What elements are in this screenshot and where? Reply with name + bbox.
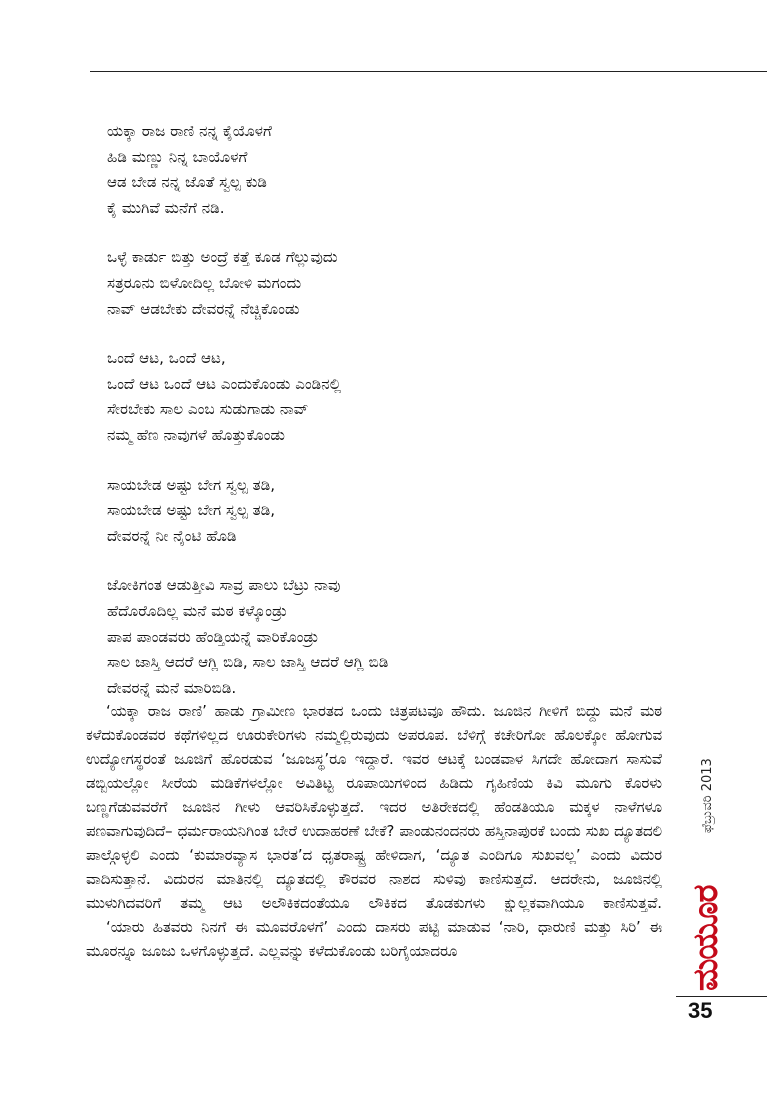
poem-line: ಹಿಡಿ ಮಣ್ಣು ನಿನ್ನ ಬಾಯೊಳಗೆ	[107, 147, 248, 166]
poem-line: ನಾವ್ ಆಡಬೇಕು ದೇವರನ್ನೆ ನೆಚ್ಚಿಕೊಂಡು	[107, 299, 300, 318]
page-number: 35	[688, 998, 713, 1023]
magazine-title: ಮಯೂರ	[686, 885, 726, 991]
folio-rule	[676, 996, 767, 997]
poem-line: ಹೆದೊರೊದಿಲ್ಲ ಮನೆ ಮಠ ಕಳ್ಕೊಂಡ್ರು	[107, 601, 288, 620]
poem-line: ದೇವರನ್ನೆ ನೀ ನೈಂಟಿ ಹೊಡಿ	[107, 526, 237, 545]
poem-line: ಕೈ ಮುಗಿವೆ ಮನೆಗೆ ನಡಿ.	[107, 198, 225, 217]
poem-line: ಸಾಯಬೇಡ ಅಷ್ಟು ಬೇಗ ಸ್ವಲ್ಪ ತಡಿ,	[107, 475, 276, 494]
poem-block	[107, 119, 627, 725]
poem-line: ಒಂದೆ ಆಟ ಒಂದೆ ಆಟ ಎಂದುಕೊಂಡು ಎಂಡಿನಲ್ಲಿ	[107, 374, 342, 393]
poem-line: ಸಾಯಬೇಡ ಅಷ್ಟು ಬೇಗ ಸ್ವಲ್ಪ ತಡಿ,	[107, 501, 276, 520]
poem-stanza	[107, 573, 627, 701]
issue-month: ಫೆಬ್ರುವರಿ	[700, 795, 715, 833]
poem-line: ನಮ್ಮ ಹೆಣ ನಾವುಗಳೆ ಹೊತ್ತುಕೊಂಡು	[107, 425, 285, 444]
poem-line: ಜೋಕಿಗಂತ ಆಡುತ್ತೀವಿ ಸಾವ್ರ ಪಾಲು ಬೆಟ್ರು ನಾವು	[107, 576, 341, 595]
poem-line: ಪಾಪ ಪಾಂಡವರು ಹೆಂಡ್ತಿಯನ್ನೆ ವಾರಿಕೊಂಡ್ರು	[107, 627, 319, 646]
article-body	[86, 700, 662, 964]
poem-stanza	[107, 346, 627, 448]
poem-line: ಸತ್ರರೂನು ಬಿಳೋದಿಲ್ಲ ಬೋಳಿ ಮಗಂದು	[107, 273, 302, 292]
poem-line: ಸೇರಬೇಕು ಸಾಲ ಎಂಬ ಸುಡುಗಾಡು ನಾವ್	[107, 400, 309, 419]
poem-line: ದೇವರನ್ನೆ ಮನೆ ಮಾರಿಬಿಡಿ.	[107, 678, 237, 697]
poem-line: ಯಕ್ಕಾ ರಾಜ ರಾಣಿ ನನ್ನ ಕೈಯೊಳಗೆ	[107, 122, 272, 140]
body-paragraph: ‘ಯಕ್ಕಾ ರಾಜ ರಾಣಿ’ ಹಾಡು ಗ್ರಾಮೀಣ ಭಾರತದ ಒಂದು ಚಿತ್ರಪಟವೂ ಹೌದು. ಜೂಜಿನ ಗೀಳಿಗೆ ಬಿದ್ದು ಮನೆ ಮಠ ಕಳೆದುಕೊಂಡವರ ಕಥೆಗಳಿಲ್ಲದ ಊರುಕೇರಿಗಳು ನಮ್ಮಲ್ಲಿರುವುದು ಅಪರೂಪ. ಬೆಳಿಗ್ಗೆ ಕಚೇರಿಗೋ ಹೊಲಕ್ಕೋ ಹೋಗುವ ಉದ್ಯೋಗಸ್ಥರಂತೆ ಜೂಜಿಗೆ ಹೊರಡುವ ‘ಜೂಜಸ್ಥ’ರೂ ಇದ್ದಾರೆ. ಇವರ ಆಟಕ್ಕೆ ಬಂಡವಾಳ ಸಿಗದೇ ಹೋದಾಗ ಸಾಸುವೆ ಡಬ್ಬಿಯಲ್ಲೋ ಸೀರೆಯ ಮಡಿಕೆಗಳಲ್ಲೋ ಅವಿತಿಟ್ಟ ರೂಪಾಯಿಗಳಿಂದ ಹಿಡಿದು ಗೃಹಿಣಿಯ ಕಿವಿ ಮೂಗು ಕೊರಳು ಬಣ್ಣಗೆಡುವವರೆಗೆ ಜೂಜಿನ ಗೀಳು ಆವರಿಸಿಕೊಳ್ಳುತ್ತದೆ. ಇದರ ಅತಿರೇಕದಲ್ಲಿ ಹೆಂಡತಿಯೂ ಮಕ್ಕಳ ನಾಳೆಗಳೂ ಪಣವಾಗುವುದಿದೆ– ಧರ್ಮರಾಯನಿಗಿಂತ ಬೇರೆ ಉದಾಹರಣೆ ಬೇಕೆ? ಪಾಂಡುನಂದನರು ಹಸ್ತಿನಾಪುರಕೆ ಬಂದು ಸುಖ ದ್ಯೂತದಲಿ ಪಾಲ್ಗೊಳ್ಳಲಿ ಎಂದು ‘ಕುಮಾರವ್ಯಾಸ ಭಾರತ’ದ ಧೃತರಾಷ್ಟ್ರ ಹೇಳಿದಾಗ, ‘ದ್ಯೂತ ಎಂದಿಗೂ ಸುಖವಲ್ಲ’ ಎಂದು ವಿದುರ ವಾದಿಸುತ್ತಾನೆ. ವಿದುರನ ಮಾತಿನಲ್ಲಿ ದ್ಯೂತದಲ್ಲಿ ಕೌರವರ ನಾಶದ ಸುಳಿವು ಕಾಣಿಸುತ್ತದೆ. ಆದರೇನು, ಜೂಜಿನಲ್ಲಿ ಮುಳುಗಿದವರಿಗೆ ತಮ್ಮ ಆಟ ಅಲೌಕಿಕದಂತೆಯೂ ಲೌಕಿಕದ ತೊಡಕುಗಳು ಕ್ಷುಲ್ಲಕವಾಗಿಯೂ ಕಾಣಿಸುತ್ತವೆ.	[86, 703, 662, 912]
poem-line: ಆಡ ಬೇಡ ನನ್ನ ಜೊತೆ ಸ್ವಲ್ಪ ಕುಡಿ	[107, 173, 267, 192]
poem-line: ಸಾಲ ಜಾಸ್ತಿ ಆದರೆ ಆಗ್ಲಿ ಬಿಡಿ, ಸಾಲ ಜಾಸ್ತಿ ಆದರೆ ಆಗ್ಲಿ ಬಿಡಿ	[107, 653, 389, 672]
poem-line: ಒಳ್ಳೆ ಕಾರ್ಡು ಬಿತ್ತು ಅಂದ್ರೆ ಕತ್ತೆ ಕೂಡ ಗೆಲ್ಲುವುದು	[107, 248, 338, 267]
poem-stanza	[107, 245, 627, 322]
poem-line: ಒಂದೆ ಆಟ, ಒಂದೆ ಆಟ,	[107, 349, 226, 368]
body-paragraph: ‘ಯಾರು ಹಿತವರು ನಿನಗೆ ಈ ಮೂವರೊಳಗೆ’ ಎಂದು ದಾಸರು ಪಟ್ಟಿ ಮಾಡುವ ‘ನಾರಿ, ಧಾರುಣಿ ಮತ್ತು ಸಿರಿ’ ಈ ಮೂರನ್ನೂ ಜೂಜು ಒಳಗೊಳ್ಳುತ್ತದೆ. ಎಲ್ಲವನ್ನು ಕಳೆದುಕೊಂಡು ಬರಿಗೈಯಾದರೂ	[86, 919, 662, 960]
poem-stanza	[107, 473, 627, 550]
issue-date	[700, 758, 715, 833]
poem-stanza	[107, 119, 627, 221]
issue-year: 2013	[700, 758, 715, 792]
header-rule	[90, 71, 767, 72]
